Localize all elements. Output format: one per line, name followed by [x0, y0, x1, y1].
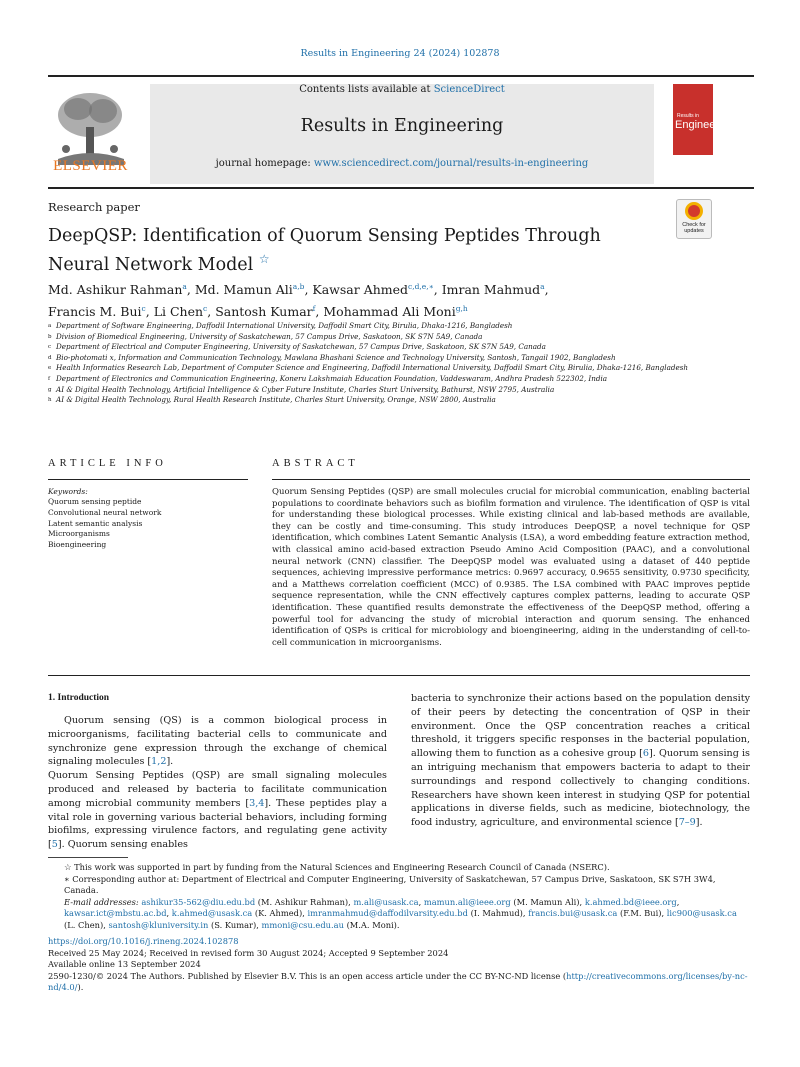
corresponding-text: Corresponding author at: Department of Electrical and Computer Engineering, University of Saskatchewan, 57 Campus Drive, Saskatoon, SK S7H 3W4, Canada. [64, 873, 716, 896]
affiliation-text: Health Informatics Research Lab, Department of Computer Science and Engineering, Daffodil International University, Daffodil Smart City, Birulia, Dhaka-1216, Bangladesh [56, 363, 689, 373]
publication-info [48, 936, 750, 994]
email-label: E-mail addresses: [64, 896, 139, 907]
email-owner: , [676, 896, 680, 907]
corresponding-note [48, 874, 750, 897]
email-owner: (K. Ahmed), [254, 908, 305, 919]
keyword: Quorum sensing peptide [48, 497, 142, 506]
affiliation-tag: g [48, 386, 52, 393]
body-right-column [411, 692, 750, 830]
contents-prefix: Contents lists available at [299, 84, 434, 95]
email-link[interactable]: imranmahmud@daffodilvarsity.edu.bd [307, 908, 468, 919]
author-name: Mohammad Ali Moni [323, 304, 456, 320]
affiliation [48, 363, 748, 374]
email-link[interactable]: santosh@kluniversity.in [108, 919, 209, 930]
affiliation [48, 353, 748, 364]
email-link[interactable]: francis.bui@usask.ca [528, 908, 618, 919]
article-type: Research paper [48, 200, 140, 214]
paragraph-text: ]. Quorum sensing enables [57, 839, 188, 851]
affiliation [48, 342, 748, 353]
email-link[interactable]: mamun.ali@ieee.org [423, 896, 511, 907]
footnote-mark: ∗ [64, 873, 70, 884]
email-owner: , [166, 908, 170, 919]
homepage-prefix: journal homepage: [215, 158, 314, 169]
keyword: Bioengineering [48, 540, 107, 550]
article-info-rule [48, 479, 248, 480]
author-list: Md. Ashikur Rahman$^a$, Md. Mamun Ali$^{a,b}$, Kawsar Ahmed$^{c,d,e,∗}$, Imran Mahmud$^a$, Francis M. Bui$^c$, Li Chen$^c$, Santosh Kumar$^f$, Mohammad Ali Moni$^{g,h}$ [48, 282, 549, 320]
author-name: Md. Mamun Ali [194, 282, 293, 298]
keyword-list [48, 497, 161, 551]
received-dates: Received 25 May 2024; Received in revised form 30 August 2024; Accepted 9 September 2024 [48, 947, 449, 958]
check-updates-icon [685, 202, 703, 220]
affiliation-tag: e [48, 365, 52, 372]
affiliation-text: Bio-photomati x, Information and Communication Technology, Mawlana Bhashani Science and Technology University, Santosh, Tangail 1902, Bangladesh [56, 352, 616, 362]
author-affil-mark[interactable]: g,h [455, 304, 468, 314]
email-link[interactable]: mmoni@csu.edu.au [261, 919, 344, 930]
article-info-heading: ARTICLE INFO [48, 458, 167, 469]
affiliation [48, 395, 748, 406]
abstract-text: Quorum Sensing Peptides (QSP) are small molecules crucial for microbial communication, enabling bacterial populations to coordinate behaviors such as biofilm formation and virulence. The identification of QSP is vital for understanding these biological processes. While existing clinical and lab-based methods are available, they can be costly and time-consuming. This study introduces DeepQSP, a novel technique for QSP identification, which combines Latent Semantic Analysis (LSA), a word embedding feature extraction method, with classical amino acid-based extraction Pseudo Amino Acid Composition (PAAC), and a convolutional neural network (CNN) classifier. The DeepQSP model was evaluated using a dataset of 440 peptide sequences, achieving impressive performance metrics: 0.9697 accuracy, 0.9655 sensitivity, 0.9730 specificity, and a Matthews correlation coefficient (MCC) of 0.9385. The LSA combined with PAAC improves peptide sequence representation, while the CNN effectively captures complex patterns, leading to accurate QSP identification. These quantified results demonstrate the effectiveness of the DeepQSP method, offering a powerful tool for advancing the study of microbial interaction and quorum sensing. The enhanced identification of QSPs is critical for microbiology and bioengineering, aiding in the understanding of cell-to-cell communication in microorganisms. [272, 487, 750, 648]
author-affil-mark[interactable]: f [312, 304, 316, 314]
affiliation-list [48, 321, 748, 406]
online-date: Available online 13 September 2024 [48, 959, 201, 970]
cover-big-text: Engineering [675, 119, 734, 131]
keyword: Latent semantic analysis [48, 518, 143, 528]
paragraph-text: ]. These peptides play a vital role in governing various bacterial behaviors, including forming biofilms, expressing virulence factors, and regulating gene activity [ [48, 797, 387, 851]
author-name: Kawsar Ahmed [312, 282, 409, 298]
article-title [48, 225, 638, 277]
author-affil-mark[interactable]: a,b [292, 282, 305, 291]
journal-title: Results in Engineering [300, 116, 504, 136]
license-text-end: ). [77, 982, 84, 993]
citation-link[interactable]: 6 [642, 748, 650, 760]
elsevier-wordmark: ELSEVIER [53, 158, 128, 174]
email-link[interactable]: ashikur35-562@diu.edu.bd [141, 896, 256, 907]
title-footnote-mark[interactable]: ☆ [258, 252, 270, 266]
affiliation [48, 321, 748, 332]
email-owner: (L. Chen), [64, 919, 106, 930]
footnotes [48, 862, 750, 932]
abstract-bottom-rule [48, 675, 750, 676]
citation-link[interactable]: 5 [51, 839, 58, 851]
paragraph-text: bacteria to synchronize their actions based on the population density of their peers by detecting the concentration of QSP in their environment. Once the QSP concentration reaches a critical threshold, it triggers specific responses in the bacterial population, allowing them to function as a cohesive group [ [411, 693, 750, 760]
email-link[interactable]: k.ahmed@usask.ca [171, 908, 253, 919]
footnote-mark: ☆ [64, 862, 72, 872]
section-heading: 1. Introduction [48, 693, 110, 703]
paragraph-text: Quorum Sensing Peptides (QSP) are small signaling molecules produced and released by bacteria to facilitate communication among microbial community members [ [48, 770, 387, 809]
paragraph-text: ]. [166, 756, 174, 768]
author-affil-mark[interactable]: a [540, 282, 545, 291]
journal-homepage [150, 158, 654, 169]
paragraph-text: ]. Quorum sensing is an intriguing mechanism that empowers bacteria to adapt to their surroundings and respond collectively to changing conditions. Researchers have shown keen interest in studying QSP for potential applications in diverse fields, such as medicine, biotechnology, the food industry, agriculture, and environmental science [ [411, 748, 750, 829]
affiliation [48, 374, 748, 385]
check-updates-label: Check for updates [682, 222, 706, 234]
contents-line [150, 84, 654, 95]
journal-citation[interactable]: Results in Engineering 24 (2024) 102878 [300, 48, 500, 59]
banner-top-rule [48, 75, 754, 77]
footnote-rule [48, 857, 128, 858]
license-text: 2590-1230/© 2024 The Authors. Published by Elsevier B.V. This is an open access article under the CC BY-NC-ND license ( [48, 970, 567, 981]
affiliation [48, 385, 748, 396]
email-owner: (M.A. Moni). [346, 919, 400, 930]
email-owner: (S. Kumar), [210, 919, 259, 930]
body-left-column [48, 714, 387, 852]
citation-link[interactable]: 7–9 [678, 817, 696, 829]
affiliation-tag: b [48, 333, 52, 340]
affiliation-tag: a [48, 323, 52, 329]
funding-note [48, 862, 750, 874]
sciencedirect-link[interactable]: ScienceDirect [433, 84, 505, 95]
email-owner: (M. Ashikur Rahman), [257, 896, 351, 907]
email-link[interactable]: lic900@usask.ca [666, 908, 737, 919]
email-owner: (M. Mamun Ali), [513, 896, 583, 907]
email-owner: (I. Mahmud), [470, 908, 526, 919]
affiliation-tag: c [48, 344, 52, 351]
homepage-link[interactable]: www.sciencedirect.com/journal/results-in-engineering [313, 158, 589, 169]
banner-bottom-rule [48, 187, 754, 189]
author-name: Francis M. Bui [48, 304, 142, 320]
affiliation-text: Division of Biomedical Engineering, University of Saskatchewan, 57 Campus Drive, Saskatoon, SK S7N 5A9, Canada [56, 331, 483, 341]
author-name: Li Chen [153, 304, 204, 320]
email-owner: (F.M. Bui), [620, 908, 665, 919]
affiliation-tag: f [48, 375, 51, 382]
email-link[interactable]: m.ali@usask.ca [353, 896, 419, 907]
paragraph [48, 714, 387, 769]
paragraph [48, 769, 387, 852]
author-affil-mark[interactable]: a [182, 282, 187, 291]
author-affil-mark[interactable]: c,d,e,∗ [408, 282, 434, 291]
affiliation-tag: d [48, 354, 52, 361]
abstract-rule [272, 479, 750, 480]
keywords-label: Keywords: [48, 487, 88, 496]
license-link[interactable]: http://creativecommons.org/licenses/by-nc-nd/4.0/ [48, 970, 748, 993]
keyword: Convolutional neural network [48, 507, 162, 517]
paragraph [411, 692, 750, 830]
citation-link[interactable]: 3,4 [249, 797, 265, 809]
author-name: Imran Mahmud [441, 282, 541, 298]
author-name: Md. Ashikur Rahman [48, 282, 183, 298]
keyword: Microorganisms [48, 529, 110, 539]
email-link[interactable]: kawsar.ict@mbstu.ac.bd [64, 908, 167, 919]
email-link[interactable]: k.ahmed.bd@ieee.org [584, 896, 677, 907]
license-statement [48, 971, 750, 994]
affiliation [48, 332, 748, 343]
email-addresses [48, 897, 750, 932]
paragraph-text: Quorum sensing (QS) is a common biological process in microorganisms, facilitating bacterial cells to communicate and synchronize gene expression through the exchange of chemical signaling molecules [ [48, 715, 387, 768]
author-affil-mark[interactable]: c [203, 304, 208, 314]
author-affil-mark[interactable]: c [141, 304, 146, 314]
doi-link[interactable]: https://doi.org/10.1016/j.rineng.2024.102878 [48, 936, 239, 946]
affiliation-text: AI & Digital Health Technology, Artificial Intelligence & Cyber Future Institute, Charles Sturt University, Bathurst, NSW 2795, Australia [56, 384, 555, 394]
citation-link[interactable]: 1,2 [151, 756, 167, 768]
paragraph-text: ]. [695, 817, 703, 829]
affiliation-text: Department of Electronics and Communication Engineering, Koneru Lakshmaiah Education Foundation, Vaddeswaram, Andhra Pradesh 522302, India [56, 373, 608, 383]
funding-text: This work was supported in part by funding from the Natural Sciences and Engineering Research Council of Canada (NSERC). [74, 862, 610, 872]
abstract-heading: ABSTRACT [272, 458, 359, 469]
cover-small-text: Results in [677, 113, 699, 119]
author-name: Santosh Kumar [215, 304, 313, 320]
affiliation-text: Department of Electrical and Computer Engineering, University of Saskatchewan, 57 Campus Drive, Saskatoon, SK S7N 5A9, Canada [56, 342, 546, 352]
article-title-text: DeepQSP: Identification of Quorum Sensing Peptides Through Neural Network Model [48, 226, 601, 275]
affiliation-text: AI & Digital Health Technology, Rural Health Research Institute, Charles Sturt University, Orange, NSW 2800, Australia [56, 395, 496, 405]
email-owner: , [418, 896, 422, 907]
affiliation-text: Department of Software Engineering, Daffodil International University, Daffodil Smart City, Birulia, Dhaka-1216, Bangladesh [56, 321, 513, 330]
affiliation-tag: h [48, 397, 52, 404]
